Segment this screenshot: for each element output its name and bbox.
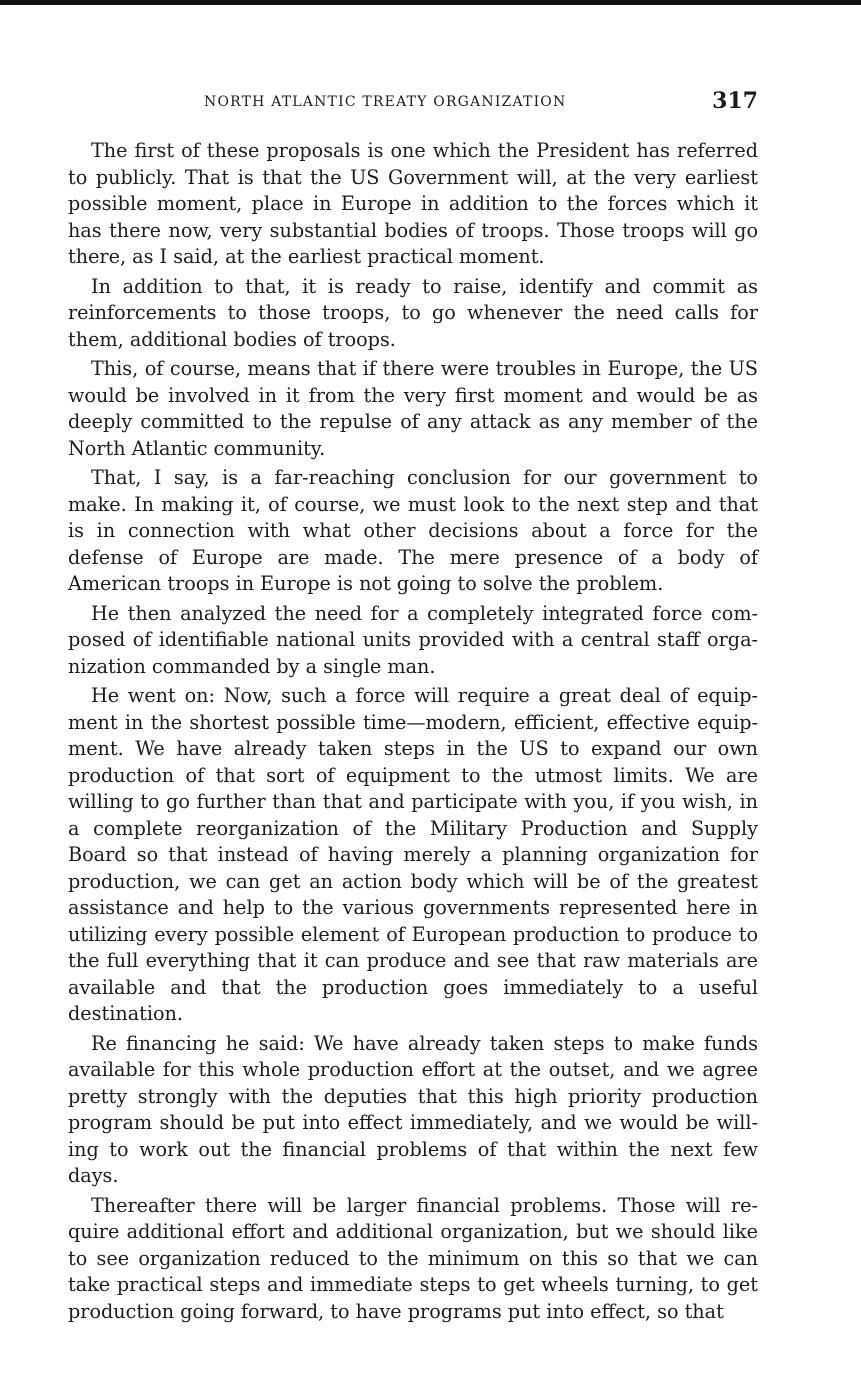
paragraph: In addition to that, it is ready to raise, identify and commit as reinforcements to those troops, to go whenever the need calls for them, additional bodies of troops. — [68, 274, 758, 351]
body-text — [68, 138, 758, 1328]
running-head — [68, 88, 758, 118]
paragraph: Re financing he said: We have already taken steps to make funds available for this whole production effort at the outset, and we agree pretty strongly with the deputies that this high priority production program should be put into effect immediately, and we would be willing to work out the financial problems of that within the next few days. — [68, 1031, 758, 1187]
page-number: 317 — [712, 88, 758, 114]
paragraph: He then analyzed the need for a completely integrated force composed of identifiable national units provided with a central staff organization commanded by a single man. — [68, 601, 758, 678]
paragraph: Thereafter there will be larger financial problems. Those will require additional effort and additional organization, but we should like to see organization reduced to the minimum on this so that we can take practical steps and immediate steps to get wheels turning, to get production going forward, to have programs put into effect, so that — [68, 1193, 758, 1323]
paragraph: This, of course, means that if there were troubles in Europe, the US would be involved in it from the very first moment and would be as deeply committed to the repulse of any attack as any member of the North Atlantic community. — [68, 357, 758, 460]
top-border-rule — [0, 0, 861, 5]
running-title: NORTH ATLANTIC TREATY ORGANIZATION — [204, 94, 567, 110]
paragraph: That, I say, is a far-reaching conclusion for our government to make. In making it, of course, we must look to the next step and that is in connection with what other decisions about a force for the defense of Europe are made. The mere presence of a body of American troops in Europe is not going to solve the problem. — [68, 466, 758, 595]
paragraph: The first of these proposals is one which the President has referred to publicly. That is that the US Government will, at the very earliest possible moment, place in Europe in addition to the forces which it has there now, very substantial bodies of troops. Those troops will go there, as I said, at the earliest practical moment. — [68, 139, 758, 268]
paragraph: He went on: Now, such a force will require a great deal of equipment in the shortest possible time—modern, efficient, effective equipment. We have already taken steps in the US to expand our own production of that sort of equipment to the utmost limits. We are willing to go further than that and participate with you, if you wish, in a complete reorganization of the Military Production and Supply Board so that instead of having merely a planning organization for production, we can get an action body which will be of the greatest assistance and help to the various governments represented here in utilizing every possible element of European production to produce to the full everything that it can produce and see that raw materials are available and that the production goes immediately to a useful destination. — [68, 684, 758, 1025]
